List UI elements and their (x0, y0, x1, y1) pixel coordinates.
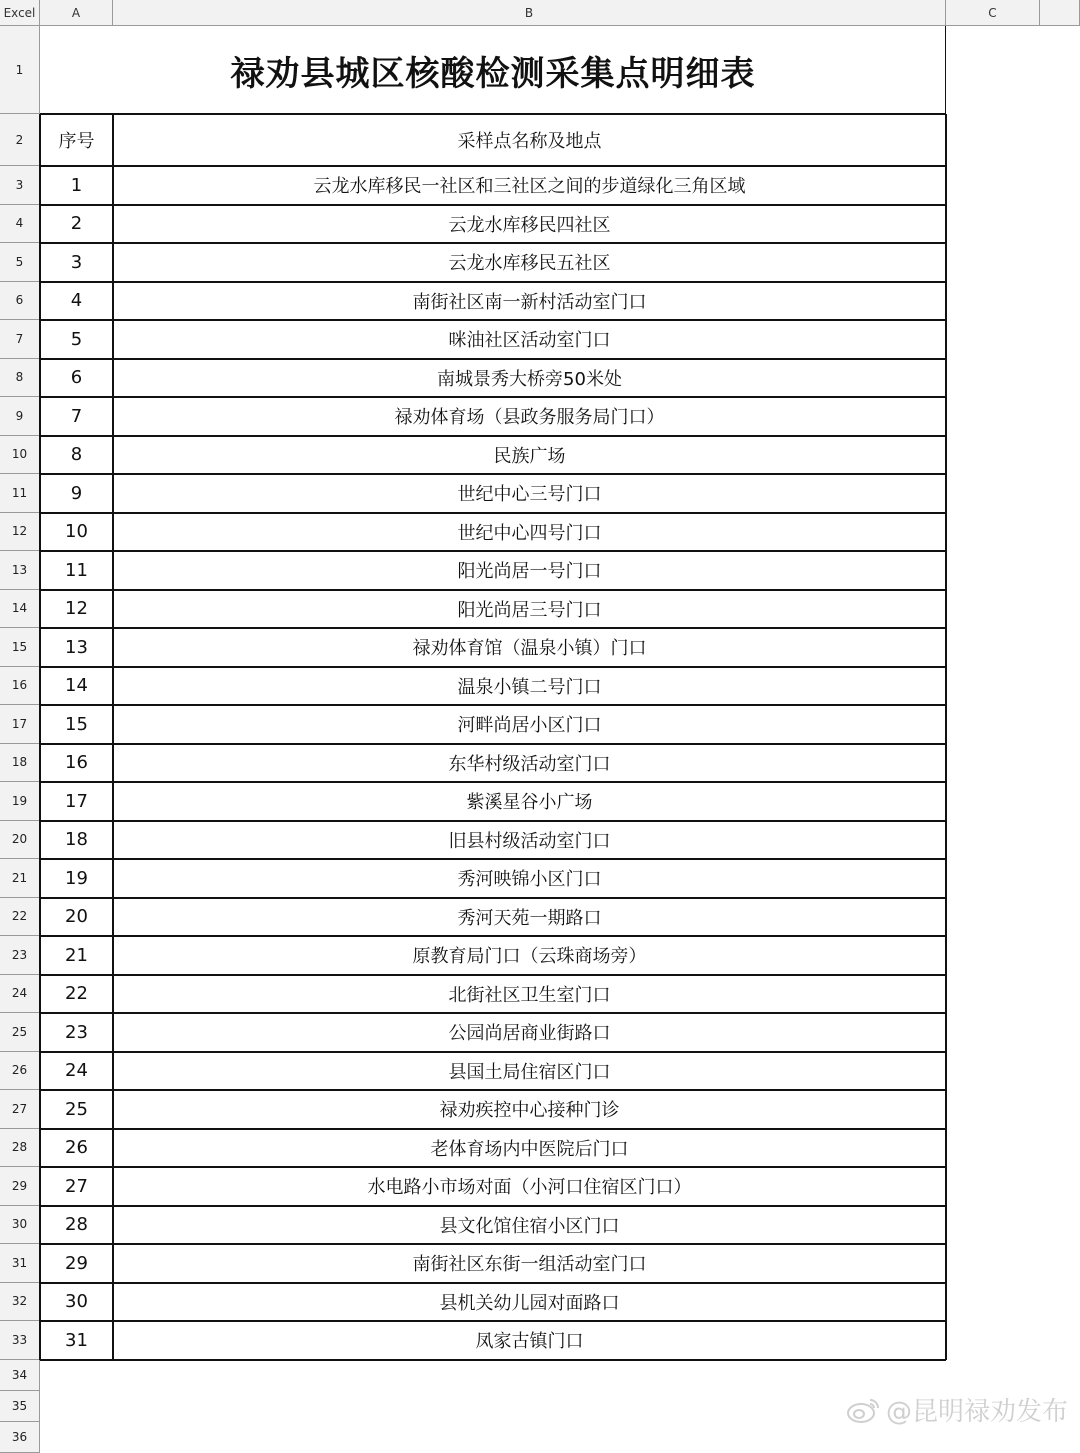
cell-index[interactable]: 23 (65, 1021, 88, 1043)
cell-location[interactable]: 世纪中心四号门口 (457, 522, 602, 544)
cell-location[interactable]: 咪油社区活动室门口 (448, 330, 611, 352)
row-header-19[interactable]: 19 (0, 782, 40, 821)
table-row-border (40, 1205, 946, 1207)
cell-index[interactable]: 12 (65, 598, 88, 620)
cell-location[interactable]: 水电路小市场对面（小河口住宿区门口） (367, 1177, 692, 1199)
table-row-border (40, 1089, 946, 1091)
cell-location[interactable]: 凤家古镇门口 (475, 1331, 584, 1353)
cell-location[interactable]: 阳光尚居一号门口 (457, 561, 602, 583)
table-row-border (40, 113, 946, 115)
cell-location[interactable]: 禄劝体育馆（温泉小镇）门口 (412, 638, 647, 660)
table-row-border (40, 281, 946, 283)
cell-index[interactable]: 24 (65, 1060, 88, 1082)
watermark-text: @昆明禄劝发布 (885, 1397, 1068, 1427)
cell-location[interactable]: 县文化馆住宿小区门口 (439, 1215, 620, 1237)
cell-index[interactable]: 29 (65, 1252, 88, 1274)
row-header-6[interactable]: 6 (0, 282, 40, 321)
cell-location[interactable]: 东华村级活动室门口 (448, 753, 611, 775)
table-row-border (40, 435, 946, 437)
row-header-21[interactable]: 21 (0, 859, 40, 898)
row-header-10[interactable]: 10 (0, 436, 40, 475)
row-header-22[interactable]: 22 (0, 898, 40, 937)
row-header-26[interactable]: 26 (0, 1052, 40, 1091)
row-header-29[interactable]: 29 (0, 1167, 40, 1206)
row-header-27[interactable]: 27 (0, 1090, 40, 1129)
cell-location[interactable]: 原教育局门口（云珠商场旁） (412, 946, 647, 968)
cell-index[interactable]: 21 (65, 944, 88, 966)
cell-index[interactable]: 27 (65, 1175, 88, 1197)
cell-location[interactable]: 南街社区东街一组活动室门口 (412, 1254, 647, 1276)
cell-index[interactable]: 19 (65, 867, 88, 889)
row-header-11[interactable]: 11 (0, 474, 40, 513)
cell-location[interactable]: 南街社区南一新村活动室门口 (412, 291, 647, 313)
table-row-border (40, 627, 946, 629)
cell-index[interactable]: 3 (70, 251, 83, 273)
row-header-12[interactable]: 12 (0, 513, 40, 552)
table-row-border (40, 473, 946, 475)
cell-location[interactable]: 阳光尚居三号门口 (457, 599, 602, 621)
row-header-30[interactable]: 30 (0, 1206, 40, 1245)
table-row-border (40, 1128, 946, 1130)
cell-index[interactable]: 20 (65, 906, 88, 928)
cell-index[interactable]: 30 (65, 1291, 88, 1313)
cell-index[interactable]: 14 (65, 675, 88, 697)
table-row-border (40, 704, 946, 706)
table-row-border (40, 666, 946, 668)
cell-index[interactable]: 28 (65, 1214, 88, 1236)
table-row-border (40, 897, 946, 899)
cell-index[interactable]: 5 (70, 328, 83, 350)
cell-location[interactable]: 温泉小镇二号门口 (457, 676, 602, 698)
cell-index[interactable]: 16 (65, 752, 88, 774)
cell-index[interactable]: 9 (70, 482, 83, 504)
cell-index[interactable]: 26 (65, 1137, 88, 1159)
table-row-border (40, 1012, 946, 1014)
cell-index[interactable]: 8 (70, 444, 83, 466)
cell-location[interactable]: 秀河天苑一期路口 (457, 907, 602, 929)
cell-index[interactable]: 15 (65, 713, 88, 735)
row-header-18[interactable]: 18 (0, 744, 40, 783)
row-header-34[interactable]: 34 (0, 1360, 40, 1391)
cell-location[interactable]: 县机关幼儿园对面路口 (439, 1292, 620, 1314)
row-header-9[interactable]: 9 (0, 397, 40, 436)
column-header-a[interactable]: A (40, 0, 113, 26)
table-row-border (40, 396, 946, 398)
cell-location[interactable]: 公园尚居商业街路口 (448, 1023, 611, 1045)
cell-location[interactable]: 老体育场内中医院后门口 (430, 1138, 629, 1160)
row-header-2[interactable]: 2 (0, 114, 40, 166)
select-all-corner[interactable]: Excel (0, 0, 40, 26)
cell-location[interactable]: 河畔尚居小区门口 (457, 715, 602, 737)
cell-index[interactable]: 4 (70, 290, 83, 312)
table-row-border (40, 1051, 946, 1053)
row-header-35[interactable]: 35 (0, 1391, 40, 1422)
table-border-right (945, 114, 947, 1360)
table-border-mid (112, 114, 114, 1360)
column-header-c[interactable]: C (946, 0, 1040, 26)
cell-location[interactable]: 秀河映锦小区门口 (457, 869, 602, 891)
table-row-border (40, 242, 946, 244)
table-row-border (40, 1166, 946, 1168)
cell-index[interactable]: 25 (65, 1098, 88, 1120)
cell-location[interactable]: 禄劝疾控中心接种门诊 (439, 1100, 620, 1122)
row-header-23[interactable]: 23 (0, 936, 40, 975)
row-header-7[interactable]: 7 (0, 320, 40, 359)
row-header-20[interactable]: 20 (0, 821, 40, 860)
column-header-b[interactable]: B (113, 0, 946, 26)
column-header-next[interactable] (1040, 0, 1080, 26)
row-header-16[interactable]: 16 (0, 667, 40, 706)
cell-location[interactable]: 云龙水库移民五社区 (448, 253, 611, 275)
table-row-border (40, 1359, 946, 1361)
row-header-31[interactable]: 31 (0, 1244, 40, 1283)
row-header-24[interactable]: 24 (0, 975, 40, 1014)
row-header-13[interactable]: 13 (0, 551, 40, 590)
cell-index[interactable]: 1 (70, 174, 83, 196)
row-header-8[interactable]: 8 (0, 359, 40, 398)
cell-index[interactable]: 6 (70, 367, 83, 389)
table-row-border (40, 319, 946, 321)
row-header-4[interactable]: 4 (0, 205, 40, 244)
cell-index[interactable]: 2 (70, 213, 83, 235)
table-row-border (40, 1282, 946, 1284)
table-border-left (39, 114, 41, 1360)
row-header-1[interactable]: 1 (0, 26, 40, 114)
cell-index[interactable]: 7 (70, 405, 83, 427)
row-header-14[interactable]: 14 (0, 590, 40, 629)
table-row-border (40, 165, 946, 167)
table-row-border (40, 512, 946, 514)
row-header-17[interactable]: 17 (0, 705, 40, 744)
table-row-border (40, 1243, 946, 1245)
cell-index[interactable]: 17 (65, 790, 88, 812)
cell-location[interactable]: 南城景秀大桥旁50米处 (437, 368, 622, 390)
row-header-36[interactable]: 36 (0, 1422, 40, 1453)
table-row-border (40, 781, 946, 783)
header-cell-index[interactable]: 序号 (58, 131, 95, 152)
cell-location[interactable]: 云龙水库移民一社区和三社区之间的步道绿化三角区域 (313, 176, 746, 198)
table-row-border (40, 743, 946, 745)
watermark (846, 1391, 1068, 1428)
cell-location[interactable]: 县国土局住宿区门口 (448, 1061, 611, 1083)
table-row-border (40, 204, 946, 206)
cell-location[interactable]: 北街社区卫生室门口 (448, 984, 611, 1006)
cell-index[interactable]: 10 (65, 521, 88, 543)
cell-location[interactable]: 世纪中心三号门口 (457, 484, 602, 506)
title-right-border (945, 26, 946, 114)
row-header-25[interactable]: 25 (0, 1013, 40, 1052)
cell-index[interactable]: 11 (65, 559, 88, 581)
row-header-33[interactable]: 33 (0, 1321, 40, 1360)
cell-index[interactable]: 22 (65, 983, 88, 1005)
table-row-border (40, 820, 946, 822)
row-header-32[interactable]: 32 (0, 1283, 40, 1322)
table-row-border (40, 858, 946, 860)
sheet-title[interactable]: 禄劝县城区核酸检测采集点明细表 (230, 53, 756, 94)
cell-location[interactable]: 民族广场 (493, 445, 566, 467)
row-header-28[interactable]: 28 (0, 1129, 40, 1168)
row-header-15[interactable]: 15 (0, 628, 40, 667)
header-cell-location[interactable]: 采样点名称及地点 (457, 131, 602, 152)
cell-index[interactable]: 31 (65, 1329, 88, 1351)
table-row-border (40, 1320, 946, 1322)
row-header-3[interactable]: 3 (0, 166, 40, 205)
cell-location[interactable]: 云龙水库移民四社区 (448, 214, 611, 236)
cell-location[interactable]: 禄劝体育场（县政务服务局门口） (394, 407, 665, 429)
cell-location[interactable]: 紫溪星谷小广场 (466, 792, 593, 814)
table-row-border (40, 974, 946, 976)
cell-location[interactable]: 旧县村级活动室门口 (448, 830, 611, 852)
weibo-icon (846, 1396, 880, 1424)
table-row-border (40, 935, 946, 937)
row-header-5[interactable]: 5 (0, 243, 40, 282)
table-row-border (40, 550, 946, 552)
cell-index[interactable]: 18 (65, 829, 88, 851)
table-row-border (40, 589, 946, 591)
table-row-border (40, 358, 946, 360)
cell-index[interactable]: 13 (65, 636, 88, 658)
